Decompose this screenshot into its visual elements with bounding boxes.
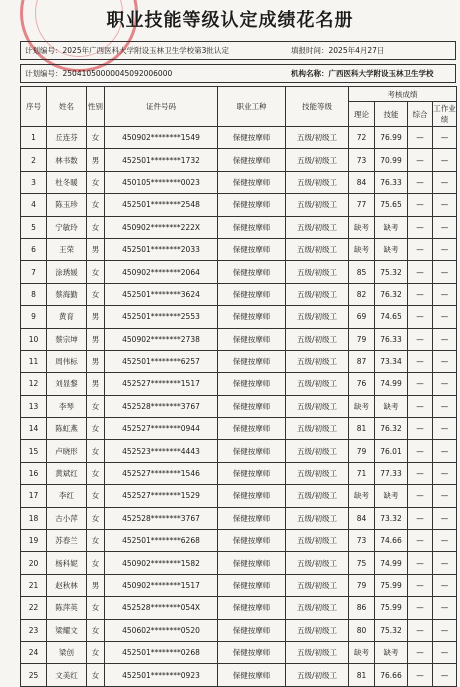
cell-name: 丘连芬 [47, 127, 87, 149]
cell-seq: 8 [21, 283, 47, 305]
cell-name: 陈虹燕 [47, 418, 87, 440]
table-row [21, 530, 457, 552]
cell-skill: 73.34 [375, 350, 408, 372]
cell-id: 452527********1529 [105, 485, 218, 507]
cell-theory: 72 [349, 127, 375, 149]
cell-name: 苏春兰 [47, 530, 87, 552]
cell-seq: 18 [21, 507, 47, 529]
cell-performance: — [433, 574, 457, 596]
cell-name: 林书数 [47, 149, 87, 171]
cell-theory: 76 [349, 373, 375, 395]
cell-occupation: 保健按摩师 [218, 395, 286, 417]
score-table [20, 86, 457, 687]
cell-theory: 82 [349, 283, 375, 305]
cert-info-row [20, 64, 456, 83]
cell-id: 452523********4443 [105, 440, 218, 462]
cell-seq: 15 [21, 440, 47, 462]
cell-performance: — [433, 350, 457, 372]
cell-gender: 男 [87, 328, 105, 350]
cell-comprehensive: — [408, 127, 433, 149]
cell-theory: 缺考 [349, 395, 375, 417]
cell-level: 五级/初级工 [286, 171, 349, 193]
cell-name: 文美红 [47, 664, 87, 686]
cell-name: 涂琇媛 [47, 261, 87, 283]
cell-theory: 84 [349, 507, 375, 529]
table-row [21, 350, 457, 372]
header-theory: 理论 [349, 102, 375, 127]
cell-comprehensive: — [408, 507, 433, 529]
cell-level: 五级/初级工 [286, 283, 349, 305]
cell-skill: 76.32 [375, 283, 408, 305]
cell-skill: 76.01 [375, 440, 408, 462]
cell-skill: 缺考 [375, 641, 408, 663]
cell-theory: 80 [349, 619, 375, 641]
cell-gender: 男 [87, 373, 105, 395]
cell-id: 452527********1517 [105, 373, 218, 395]
header-gender: 性别 [87, 87, 105, 127]
cell-level: 五级/初级工 [286, 574, 349, 596]
cell-level: 五级/初级工 [286, 552, 349, 574]
cell-theory: 75 [349, 552, 375, 574]
cell-id: 452501********3624 [105, 283, 218, 305]
cell-performance: — [433, 216, 457, 238]
cell-id: 452528********3767 [105, 507, 218, 529]
cell-gender: 女 [87, 641, 105, 663]
cell-gender: 男 [87, 306, 105, 328]
cell-occupation: 保健按摩师 [218, 306, 286, 328]
cell-theory: 缺考 [349, 485, 375, 507]
cell-gender: 女 [87, 127, 105, 149]
cell-comprehensive: — [408, 395, 433, 417]
cell-gender: 女 [87, 283, 105, 305]
cell-performance: — [433, 619, 457, 641]
cell-gender: 男 [87, 574, 105, 596]
header-comprehensive: 综合 [408, 102, 433, 127]
cell-occupation: 保健按摩师 [218, 641, 286, 663]
cell-seq: 24 [21, 641, 47, 663]
cell-level: 五级/初级工 [286, 238, 349, 260]
table-row [21, 216, 457, 238]
cell-skill: 75.99 [375, 574, 408, 596]
cell-occupation: 保健按摩师 [218, 597, 286, 619]
cell-comprehensive: — [408, 418, 433, 440]
cell-gender: 女 [87, 216, 105, 238]
cell-occupation: 保健按摩师 [218, 350, 286, 372]
cell-performance: — [433, 171, 457, 193]
cell-comprehensive: — [408, 306, 433, 328]
cell-theory: 79 [349, 440, 375, 462]
cell-id: 450902********2064 [105, 261, 218, 283]
cell-level: 五级/初级工 [286, 485, 349, 507]
cell-comprehensive: — [408, 171, 433, 193]
cell-level: 五级/初级工 [286, 350, 349, 372]
cell-name: 蔡宗坤 [47, 328, 87, 350]
cell-name: 陈萍英 [47, 597, 87, 619]
cell-comprehensive: — [408, 597, 433, 619]
cell-gender: 女 [87, 597, 105, 619]
cell-skill: 缺考 [375, 485, 408, 507]
cell-level: 五级/初级工 [286, 641, 349, 663]
cell-comprehensive: — [408, 664, 433, 686]
cell-level: 五级/初级工 [286, 597, 349, 619]
cell-comprehensive: — [408, 283, 433, 305]
cell-level: 五级/初级工 [286, 261, 349, 283]
header-occupation: 职业工种 [218, 87, 286, 127]
cell-gender: 男 [87, 149, 105, 171]
header-scores: 考核成绩 [349, 87, 457, 102]
cell-gender: 女 [87, 171, 105, 193]
cell-name: 蔡海勤 [47, 283, 87, 305]
cell-seq: 4 [21, 194, 47, 216]
cell-seq: 14 [21, 418, 47, 440]
cell-seq: 6 [21, 238, 47, 260]
institution-name: 机构名称：广西医科大学附设玉林卫生学校 [291, 69, 434, 78]
cell-occupation: 保健按摩师 [218, 462, 286, 484]
cell-name: 古小萍 [47, 507, 87, 529]
table-row [21, 552, 457, 574]
cell-name: 赵秋林 [47, 574, 87, 596]
cell-gender: 男 [87, 350, 105, 372]
cell-id: 452501********0268 [105, 641, 218, 663]
cell-name: 梁耀文 [47, 619, 87, 641]
cell-gender: 女 [87, 619, 105, 641]
cell-seq: 23 [21, 619, 47, 641]
table-row [21, 507, 457, 529]
table-row [21, 418, 457, 440]
cell-skill: 76.32 [375, 418, 408, 440]
table-row [21, 127, 457, 149]
cell-theory: 73 [349, 149, 375, 171]
cell-performance: — [433, 194, 457, 216]
cell-name: 卢晓形 [47, 440, 87, 462]
document-title: 职业技能等级认定成绩花名册 [106, 10, 354, 31]
cell-level: 五级/初级工 [286, 664, 349, 686]
header-performance: 工作业绩 [433, 102, 457, 127]
cell-seq: 10 [21, 328, 47, 350]
cell-performance: — [433, 507, 457, 529]
table-row [21, 261, 457, 283]
cell-performance: — [433, 418, 457, 440]
cell-seq: 12 [21, 373, 47, 395]
table-row [21, 373, 457, 395]
table-row [21, 306, 457, 328]
cell-comprehensive: — [408, 641, 433, 663]
cell-level: 五级/初级工 [286, 149, 349, 171]
cell-id: 450602********0520 [105, 619, 218, 641]
cell-occupation: 保健按摩师 [218, 440, 286, 462]
cell-name: 周伟标 [47, 350, 87, 372]
cell-theory: 79 [349, 328, 375, 350]
cell-performance: — [433, 261, 457, 283]
cell-performance: — [433, 149, 457, 171]
cell-gender: 女 [87, 418, 105, 440]
cell-performance: — [433, 395, 457, 417]
table-row [21, 149, 457, 171]
cell-comprehensive: — [408, 261, 433, 283]
cell-theory: 69 [349, 306, 375, 328]
cell-theory: 缺考 [349, 238, 375, 260]
cell-comprehensive: — [408, 149, 433, 171]
cell-occupation: 保健按摩师 [218, 507, 286, 529]
table-row [21, 328, 457, 350]
cell-occupation: 保健按摩师 [218, 283, 286, 305]
cell-occupation: 保健按摩师 [218, 328, 286, 350]
cell-comprehensive: — [408, 552, 433, 574]
table-row [21, 619, 457, 641]
cell-performance: — [433, 373, 457, 395]
cell-performance: — [433, 283, 457, 305]
cell-id: 450902********222X [105, 216, 218, 238]
cell-id: 452501********2553 [105, 306, 218, 328]
score-table-body [21, 127, 457, 687]
table-row [21, 641, 457, 663]
header-skill: 技能 [375, 102, 408, 127]
cert-number: 计划编号：25041050000045092006000 [25, 69, 173, 78]
cell-skill: 缺考 [375, 238, 408, 260]
cell-level: 五级/初级工 [286, 462, 349, 484]
cell-id: 452501********6257 [105, 350, 218, 372]
cell-level: 五级/初级工 [286, 440, 349, 462]
cell-comprehensive: — [408, 216, 433, 238]
cell-gender: 女 [87, 507, 105, 529]
cell-theory: 81 [349, 664, 375, 686]
cell-performance: — [433, 641, 457, 663]
cell-seq: 5 [21, 216, 47, 238]
cell-seq: 17 [21, 485, 47, 507]
cell-comprehensive: — [408, 440, 433, 462]
cell-theory: 81 [349, 418, 375, 440]
cell-comprehensive: — [408, 485, 433, 507]
plan-number: 计划编号：2025年广西医科大学附设玉林卫生学校第3批认定 [25, 46, 229, 55]
cell-level: 五级/初级工 [286, 418, 349, 440]
cell-level: 五级/初级工 [286, 395, 349, 417]
cell-occupation: 保健按摩师 [218, 530, 286, 552]
cell-comprehensive: — [408, 328, 433, 350]
cell-id: 450105********0023 [105, 171, 218, 193]
cell-gender: 女 [87, 552, 105, 574]
cell-id: 452528********054X [105, 597, 218, 619]
cell-name: 刘显黎 [47, 373, 87, 395]
cell-level: 五级/初级工 [286, 507, 349, 529]
cell-theory: 缺考 [349, 641, 375, 663]
cell-occupation: 保健按摩师 [218, 127, 286, 149]
cell-skill: 74.99 [375, 552, 408, 574]
cell-gender: 女 [87, 261, 105, 283]
cell-name: 王荣 [47, 238, 87, 260]
plan-info-row [20, 41, 456, 60]
cell-skill: 缺考 [375, 395, 408, 417]
cell-theory: 84 [349, 171, 375, 193]
cell-level: 五级/初级工 [286, 619, 349, 641]
cell-performance: — [433, 238, 457, 260]
cell-seq: 9 [21, 306, 47, 328]
cell-level: 五级/初级工 [286, 306, 349, 328]
cell-skill: 76.99 [375, 127, 408, 149]
cell-gender: 女 [87, 440, 105, 462]
cell-skill: 74.65 [375, 306, 408, 328]
table-row [21, 440, 457, 462]
cell-name: 黄斌红 [47, 462, 87, 484]
cell-theory: 缺考 [349, 216, 375, 238]
fill-time: 填报时间：2025年4月27日 [291, 46, 385, 55]
cell-id: 452501********0923 [105, 664, 218, 686]
cell-name: 杨科妮 [47, 552, 87, 574]
cell-id: 452528********3767 [105, 395, 218, 417]
cell-skill: 75.99 [375, 597, 408, 619]
cell-skill: 73.32 [375, 507, 408, 529]
cell-seq: 21 [21, 574, 47, 596]
cell-id: 452527********1546 [105, 462, 218, 484]
cell-skill: 76.66 [375, 664, 408, 686]
cell-skill: 75.32 [375, 261, 408, 283]
cell-level: 五级/初级工 [286, 194, 349, 216]
cell-comprehensive: — [408, 462, 433, 484]
cell-skill: 76.33 [375, 171, 408, 193]
cell-id: 452501********2033 [105, 238, 218, 260]
cell-performance: — [433, 440, 457, 462]
cell-skill: 76.33 [375, 328, 408, 350]
cell-theory: 85 [349, 261, 375, 283]
cell-performance: — [433, 306, 457, 328]
cell-seq: 2 [21, 149, 47, 171]
cell-gender: 女 [87, 194, 105, 216]
cell-level: 五级/初级工 [286, 328, 349, 350]
cell-performance: — [433, 127, 457, 149]
cell-seq: 7 [21, 261, 47, 283]
cell-seq: 19 [21, 530, 47, 552]
cell-id: 450902********2738 [105, 328, 218, 350]
cell-performance: — [433, 664, 457, 686]
cell-id: 450902********1517 [105, 574, 218, 596]
cell-comprehensive: — [408, 530, 433, 552]
cell-performance: — [433, 462, 457, 484]
cell-skill: 74.99 [375, 373, 408, 395]
cell-level: 五级/初级工 [286, 216, 349, 238]
cell-occupation: 保健按摩师 [218, 373, 286, 395]
cell-seq: 16 [21, 462, 47, 484]
cell-comprehensive: — [408, 238, 433, 260]
table-row [21, 485, 457, 507]
cell-gender: 男 [87, 238, 105, 260]
cell-name: 陈玉珍 [47, 194, 87, 216]
cell-seq: 3 [21, 171, 47, 193]
cell-id: 452527********0944 [105, 418, 218, 440]
cell-performance: — [433, 597, 457, 619]
cell-seq: 25 [21, 664, 47, 686]
cell-occupation: 保健按摩师 [218, 194, 286, 216]
cell-theory: 77 [349, 194, 375, 216]
cell-theory: 73 [349, 530, 375, 552]
cell-seq: 11 [21, 350, 47, 372]
header-seq: 序号 [21, 87, 47, 127]
cell-id: 450902********1549 [105, 127, 218, 149]
cell-id: 452501********1732 [105, 149, 218, 171]
table-row [21, 574, 457, 596]
cell-seq: 1 [21, 127, 47, 149]
cell-occupation: 保健按摩师 [218, 238, 286, 260]
cell-comprehensive: — [408, 619, 433, 641]
cell-gender: 女 [87, 485, 105, 507]
cell-name: 宁敏玲 [47, 216, 87, 238]
cell-name: 梁创 [47, 641, 87, 663]
cell-performance: — [433, 485, 457, 507]
cell-performance: — [433, 552, 457, 574]
cell-occupation: 保健按摩师 [218, 261, 286, 283]
table-row [21, 462, 457, 484]
table-row [21, 238, 457, 260]
cell-theory: 79 [349, 574, 375, 596]
cell-performance: — [433, 328, 457, 350]
cell-comprehensive: — [408, 350, 433, 372]
cell-gender: 女 [87, 462, 105, 484]
table-row [21, 194, 457, 216]
cell-occupation: 保健按摩师 [218, 619, 286, 641]
cell-id: 452501********2548 [105, 194, 218, 216]
cell-occupation: 保健按摩师 [218, 216, 286, 238]
cell-occupation: 保健按摩师 [218, 418, 286, 440]
cell-occupation: 保健按摩师 [218, 664, 286, 686]
table-row [21, 171, 457, 193]
cell-gender: 女 [87, 664, 105, 686]
cell-name: 李琴 [47, 395, 87, 417]
table-row [21, 664, 457, 686]
cell-skill: 74.66 [375, 530, 408, 552]
header-name: 姓名 [47, 87, 87, 127]
cell-occupation: 保健按摩师 [218, 552, 286, 574]
cell-comprehensive: — [408, 194, 433, 216]
cell-skill: 75.32 [375, 619, 408, 641]
cell-gender: 女 [87, 530, 105, 552]
cell-performance: — [433, 530, 457, 552]
cell-seq: 20 [21, 552, 47, 574]
cell-level: 五级/初级工 [286, 530, 349, 552]
cell-comprehensive: — [408, 373, 433, 395]
cell-skill: 缺考 [375, 216, 408, 238]
cell-gender: 女 [87, 395, 105, 417]
cell-id: 450902********1582 [105, 552, 218, 574]
table-row [21, 597, 457, 619]
cell-name: 杜冬暖 [47, 171, 87, 193]
cell-theory: 86 [349, 597, 375, 619]
table-row [21, 283, 457, 305]
cell-seq: 22 [21, 597, 47, 619]
cell-level: 五级/初级工 [286, 373, 349, 395]
cell-skill: 77.33 [375, 462, 408, 484]
table-row [21, 395, 457, 417]
cell-occupation: 保健按摩师 [218, 485, 286, 507]
cell-id: 452501********6268 [105, 530, 218, 552]
cell-comprehensive: — [408, 574, 433, 596]
cell-seq: 13 [21, 395, 47, 417]
cell-level: 五级/初级工 [286, 127, 349, 149]
cell-occupation: 保健按摩师 [218, 149, 286, 171]
header-level: 技能等级 [286, 87, 349, 127]
cell-occupation: 保健按摩师 [218, 574, 286, 596]
cell-skill: 70.99 [375, 149, 408, 171]
cell-name: 黄育 [47, 306, 87, 328]
cell-theory: 87 [349, 350, 375, 372]
cell-theory: 71 [349, 462, 375, 484]
cell-skill: 75.65 [375, 194, 408, 216]
cell-occupation: 保健按摩师 [218, 171, 286, 193]
header-id: 证件号码 [105, 87, 218, 127]
cell-name: 李红 [47, 485, 87, 507]
